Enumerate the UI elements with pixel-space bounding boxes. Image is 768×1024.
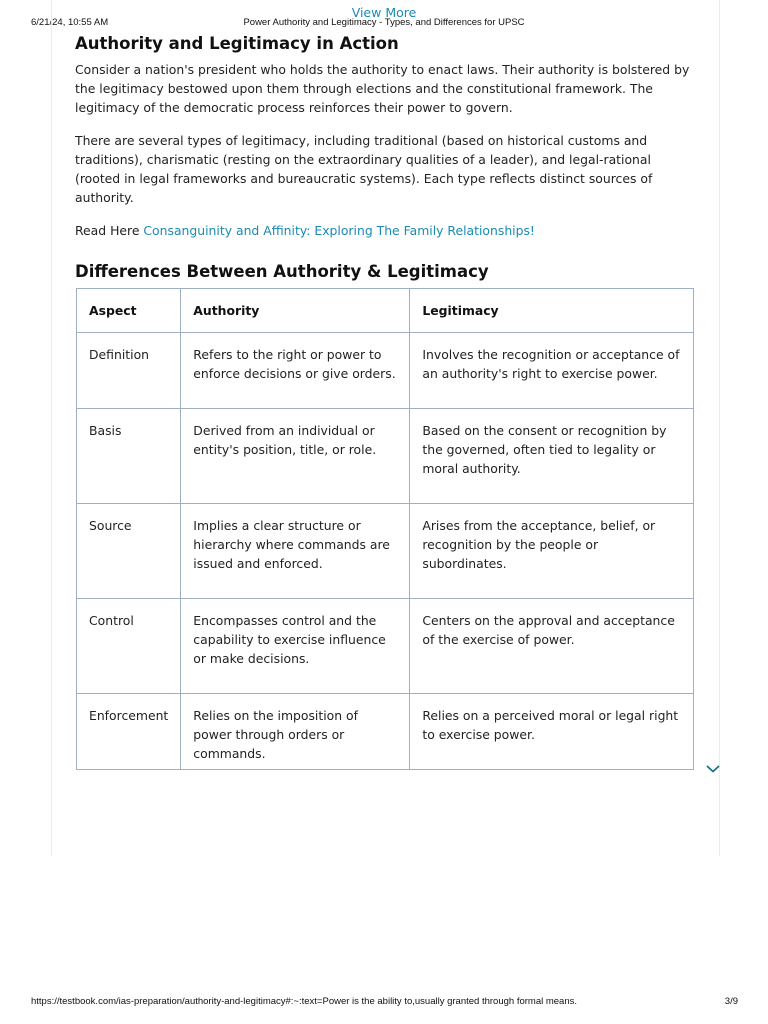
table-cell-aspect: Definition: [77, 333, 181, 409]
table-cell-authority: Encompasses control and the capability to exercise influence or make decisions.: [181, 599, 410, 694]
consanguinity-affinity-link[interactable]: Consanguinity and Affinity: Exploring The Family Relationships!: [143, 223, 535, 238]
table-row: [77, 504, 694, 599]
chevron-down-icon[interactable]: [706, 764, 720, 774]
section-heading-differences: Differences Between Authority & Legitimacy: [75, 262, 489, 281]
table-cell-legitimacy: Based on the consent or recognition by the governed, often tied to legality or moral authority.: [410, 409, 694, 504]
table-header-legitimacy: Legitimacy: [410, 289, 694, 333]
table-cell-authority: Implies a clear structure or hierarchy where commands are issued and enforced.: [181, 504, 410, 599]
print-footer-url: https://testbook.com/ias-preparation/authority-and-legitimacy#:~:text=Power is the ability to,usually granted through formal means.: [31, 996, 577, 1007]
table-cell-legitimacy: Involves the recognition or acceptance of an authority's right to exercise power.: [410, 333, 694, 409]
table-cell-aspect: Control: [77, 599, 181, 694]
table-cell-legitimacy: Relies on a perceived moral or legal right to exercise power.: [410, 694, 694, 770]
print-page-title: Power Authority and Legitimacy - Types, and Differences for UPSC: [243, 17, 525, 28]
table-cell-authority: Derived from an individual or entity's position, title, or role.: [181, 409, 410, 504]
article-content: [75, 34, 695, 282]
table-cell-legitimacy: Centers on the approval and acceptance of the exercise of power.: [410, 599, 694, 694]
view-more-link[interactable]: View More: [351, 5, 417, 20]
table-header-authority: Authority: [181, 289, 410, 333]
table-row: [77, 333, 694, 409]
table-cell-authority: Relies on the imposition of power through orders or commands.: [181, 694, 410, 770]
paragraph-president-example: Consider a nation's president who holds the authority to enact laws. Their authority is bolstered by the legitimacy bestowed upon them through elections and the constitutional framework. The legitimacy of the democratic process reinforces their power to govern.: [75, 62, 690, 115]
table-row: [77, 599, 694, 694]
table-cell-aspect: Enforcement: [77, 694, 181, 770]
table-cell-legitimacy: Arises from the acceptance, belief, or recognition by the people or subordinates.: [410, 504, 694, 599]
table-header-row: [77, 289, 694, 333]
print-datetime: 6/21/24, 10:55 AM: [31, 17, 109, 28]
read-here-prefix: Read Here: [75, 223, 144, 238]
differences-table: [76, 288, 694, 770]
table-row: [77, 409, 694, 504]
paragraph-types-of-legitimacy: There are several types of legitimacy, including traditional (based on historical customs and traditions), charismatic (resting on the extraordinary qualities of a leader), and legal-rational (rooted in legal frameworks and bureaucratic systems). Each type reflects distinct sources of authority.: [75, 133, 653, 205]
section-heading-authority-legitimacy-action: Authority and Legitimacy in Action: [75, 34, 399, 53]
table-cell-aspect: Source: [77, 504, 181, 599]
table-header-aspect: Aspect: [77, 289, 181, 333]
read-here-line: [75, 221, 695, 240]
table-cell-authority: Refers to the right or power to enforce decisions or give orders.: [181, 333, 410, 409]
print-page-number: 3/9: [724, 996, 738, 1007]
table-cell-aspect: Basis: [77, 409, 181, 504]
table-row: [77, 694, 694, 770]
